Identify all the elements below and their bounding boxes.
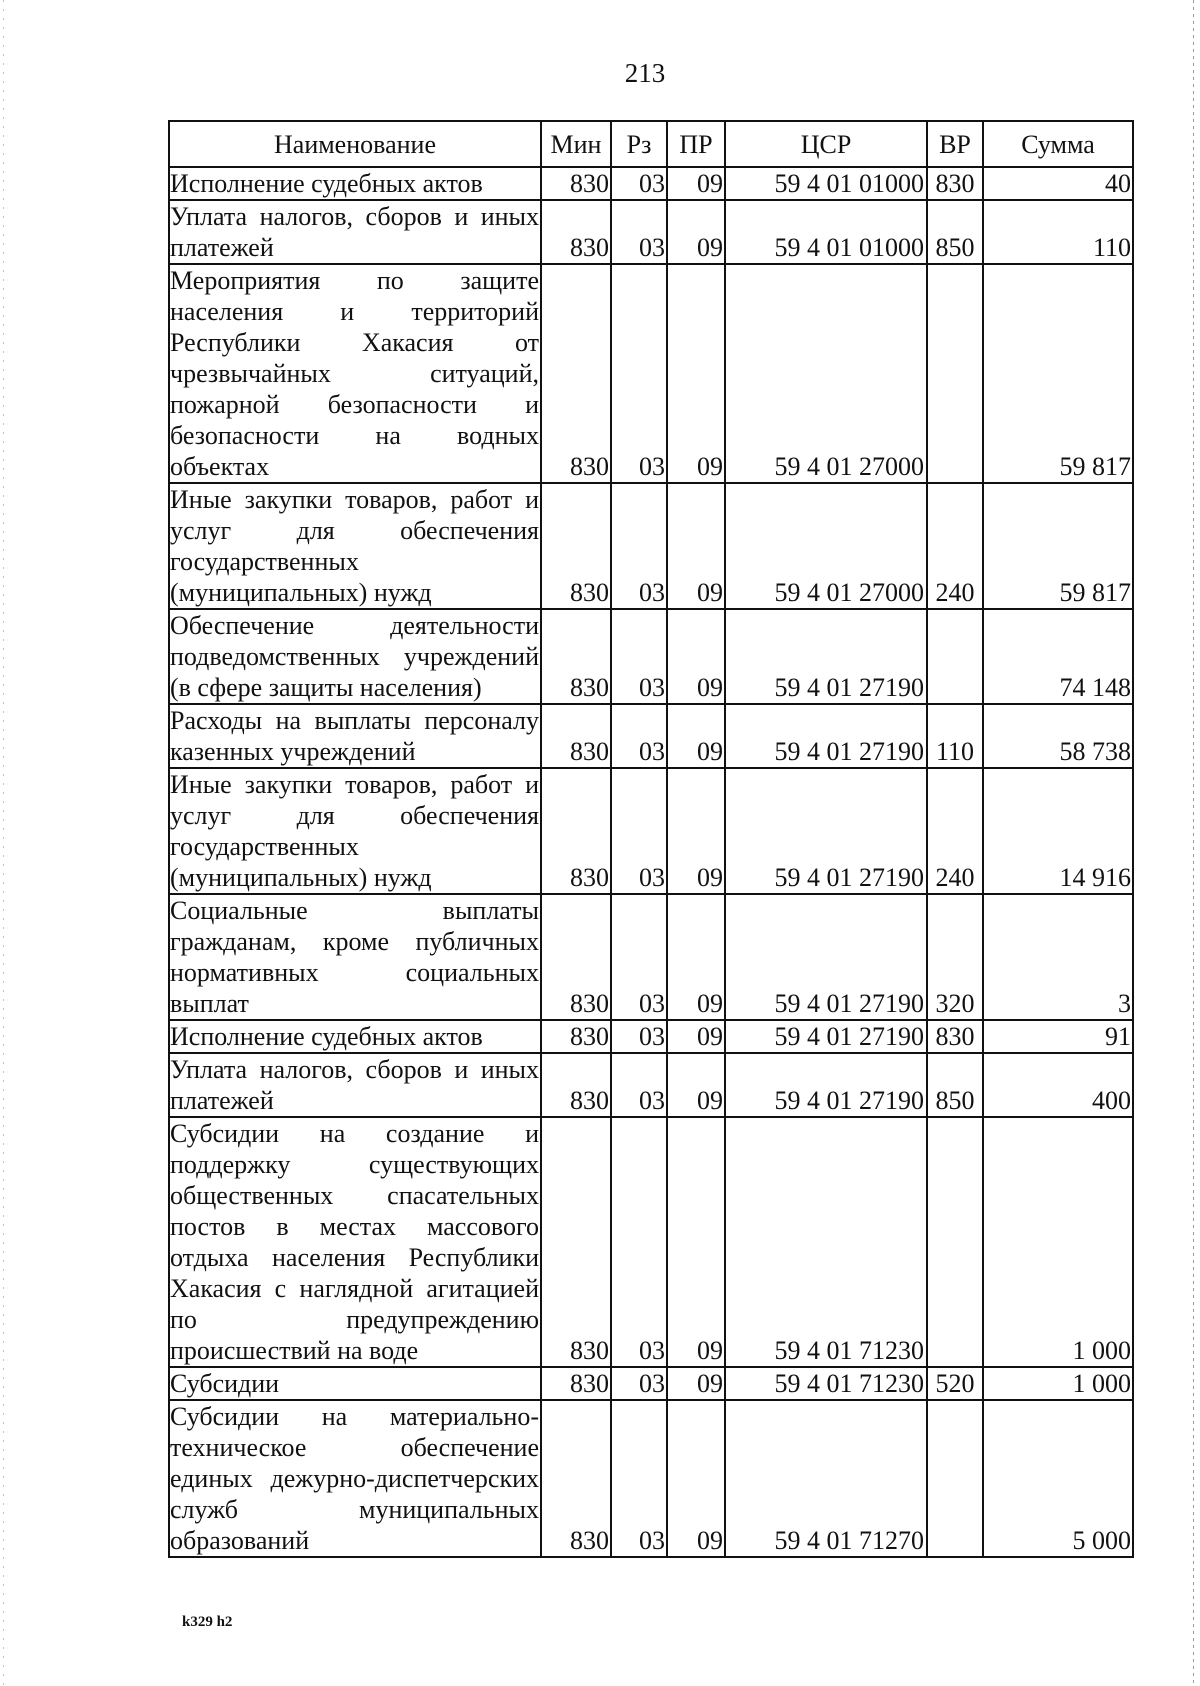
- cell-vr: 240: [927, 768, 983, 894]
- cell-vr: 850: [927, 200, 983, 264]
- cell-csr: 59 4 01 27000: [725, 483, 927, 609]
- scan-edge-left: [3, 0, 4, 1686]
- cell-min: 830: [541, 200, 611, 264]
- cell-name: Субсидии: [169, 1367, 541, 1400]
- cell-vr: [927, 609, 983, 704]
- cell-min: 830: [541, 609, 611, 704]
- header-sum: Сумма: [983, 121, 1133, 167]
- header-min: Мин: [541, 121, 611, 167]
- cell-pr: 09: [667, 1020, 725, 1053]
- cell-name: Уплата налогов, сборов и иных платежей: [170, 1055, 539, 1115]
- cell-name: Исполнение судебных актов: [169, 1020, 541, 1053]
- cell-name: Исполнение судебных актов: [169, 167, 541, 200]
- cell-sum: 1 000: [983, 1367, 1133, 1400]
- cell-sum: 3: [983, 894, 1133, 1020]
- header-pr: ПР: [667, 121, 725, 167]
- cell-pr: 09: [667, 264, 725, 483]
- cell-name: Субсидии на материально-техническое обеспечение единых дежурно-диспетчерских служб муниципальных образований: [170, 1402, 539, 1555]
- cell-sum: 14 916: [983, 768, 1133, 894]
- table-row: [169, 200, 1133, 264]
- cell-name: Мероприятия по защите населения и территорий Республики Хакасия от чрезвычайных ситуаций, пожарной безопасности и безопасности на водных объектах: [170, 266, 539, 481]
- cell-min: 830: [541, 1053, 611, 1117]
- cell-csr: 59 4 01 71230: [725, 1117, 927, 1367]
- cell-csr: 59 4 01 27190: [725, 1053, 927, 1117]
- cell-sum: 5 000: [983, 1400, 1133, 1557]
- cell-min: 830: [541, 894, 611, 1020]
- cell-pr: 09: [667, 609, 725, 704]
- cell-pr: 09: [667, 167, 725, 200]
- cell-min: 830: [541, 483, 611, 609]
- cell-vr: 320: [927, 894, 983, 1020]
- table-row: [169, 1367, 1133, 1400]
- cell-rz: 03: [611, 1117, 667, 1367]
- cell-csr: 59 4 01 71270: [725, 1400, 927, 1557]
- cell-vr: 520: [927, 1367, 983, 1400]
- cell-rz: 03: [611, 167, 667, 200]
- cell-min: 830: [541, 1367, 611, 1400]
- cell-min: 830: [541, 1400, 611, 1557]
- cell-name: Обеспечение деятельности подведомственных учреждений (в сфере защиты населения): [170, 611, 539, 702]
- cell-pr: 09: [667, 768, 725, 894]
- cell-pr: 09: [667, 1367, 725, 1400]
- cell-csr: 59 4 01 27190: [725, 768, 927, 894]
- table-row: [169, 609, 1133, 704]
- table-row: [169, 1117, 1133, 1367]
- table-row: [169, 264, 1133, 483]
- cell-sum: 58 738: [983, 704, 1133, 768]
- cell-pr: 09: [667, 1053, 725, 1117]
- table-row: [169, 483, 1133, 609]
- cell-csr: 59 4 01 27000: [725, 264, 927, 483]
- header-csr: ЦСР: [725, 121, 927, 167]
- cell-rz: 03: [611, 1053, 667, 1117]
- cell-vr: [927, 1400, 983, 1557]
- cell-sum: 1 000: [983, 1117, 1133, 1367]
- table-row: [169, 704, 1133, 768]
- cell-pr: 09: [667, 704, 725, 768]
- cell-min: 830: [541, 167, 611, 200]
- cell-name: Иные закупки товаров, работ и услуг для обеспечения государственных (муниципальных) нужд: [170, 770, 539, 892]
- cell-sum: 400: [983, 1053, 1133, 1117]
- cell-pr: 09: [667, 1117, 725, 1367]
- cell-min: 830: [541, 768, 611, 894]
- cell-min: 830: [541, 704, 611, 768]
- cell-csr: 59 4 01 01000: [725, 167, 927, 200]
- cell-rz: 03: [611, 1020, 667, 1053]
- cell-sum: 59 817: [983, 483, 1133, 609]
- header-name: Наименование: [169, 121, 541, 167]
- cell-name: Уплата налогов, сборов и иных платежей: [170, 202, 539, 262]
- cell-csr: 59 4 01 27190: [725, 894, 927, 1020]
- cell-csr: 59 4 01 01000: [725, 200, 927, 264]
- cell-rz: 03: [611, 200, 667, 264]
- cell-rz: 03: [611, 894, 667, 1020]
- table-row: [169, 167, 1133, 200]
- scan-edge-right: [1193, 0, 1194, 1686]
- cell-csr: 59 4 01 27190: [725, 1020, 927, 1053]
- table-row: [169, 894, 1133, 1020]
- cell-csr: 59 4 01 71230: [725, 1367, 927, 1400]
- cell-rz: 03: [611, 1400, 667, 1557]
- cell-name: Расходы на выплаты персоналу казенных учреждений: [170, 706, 539, 766]
- cell-csr: 59 4 01 27190: [725, 704, 927, 768]
- cell-vr: 850: [927, 1053, 983, 1117]
- cell-sum: 110: [983, 200, 1133, 264]
- cell-name: Иные закупки товаров, работ и услуг для обеспечения государственных (муниципальных) нужд: [170, 485, 539, 607]
- table-row: [169, 1400, 1133, 1557]
- cell-sum: 91: [983, 1020, 1133, 1053]
- cell-pr: 09: [667, 200, 725, 264]
- cell-pr: 09: [667, 1400, 725, 1557]
- table-row: [169, 1053, 1133, 1117]
- cell-sum: 40: [983, 167, 1133, 200]
- cell-min: 830: [541, 1020, 611, 1053]
- table-header-row: [169, 121, 1133, 167]
- cell-rz: 03: [611, 609, 667, 704]
- cell-vr: 830: [927, 167, 983, 200]
- footer-code: k329 h2: [182, 1614, 233, 1630]
- cell-name: Социальные выплаты гражданам, кроме публичных нормативных социальных выплат: [170, 896, 539, 1018]
- cell-vr: [927, 264, 983, 483]
- cell-rz: 03: [611, 264, 667, 483]
- header-rz: Рз: [611, 121, 667, 167]
- cell-sum: 59 817: [983, 264, 1133, 483]
- cell-rz: 03: [611, 768, 667, 894]
- cell-vr: 110: [927, 704, 983, 768]
- cell-pr: 09: [667, 483, 725, 609]
- table-row: [169, 768, 1133, 894]
- cell-name: Субсидии на создание и поддержку существующих общественных спасательных постов в местах массового отдыха населения Республики Хакасия с наглядной агитацией по предупреждению происшествий на воде: [170, 1119, 539, 1365]
- cell-min: 830: [541, 1117, 611, 1367]
- header-vr: ВР: [927, 121, 983, 167]
- budget-table: [168, 120, 1134, 1558]
- cell-pr: 09: [667, 894, 725, 1020]
- cell-vr: 830: [927, 1020, 983, 1053]
- cell-rz: 03: [611, 483, 667, 609]
- cell-rz: 03: [611, 704, 667, 768]
- cell-csr: 59 4 01 27190: [725, 609, 927, 704]
- table-row: [169, 1020, 1133, 1053]
- cell-min: 830: [541, 264, 611, 483]
- cell-sum: 74 148: [983, 609, 1133, 704]
- page-number: 213: [624, 58, 666, 88]
- cell-vr: [927, 1117, 983, 1367]
- cell-rz: 03: [611, 1367, 667, 1400]
- cell-vr: 240: [927, 483, 983, 609]
